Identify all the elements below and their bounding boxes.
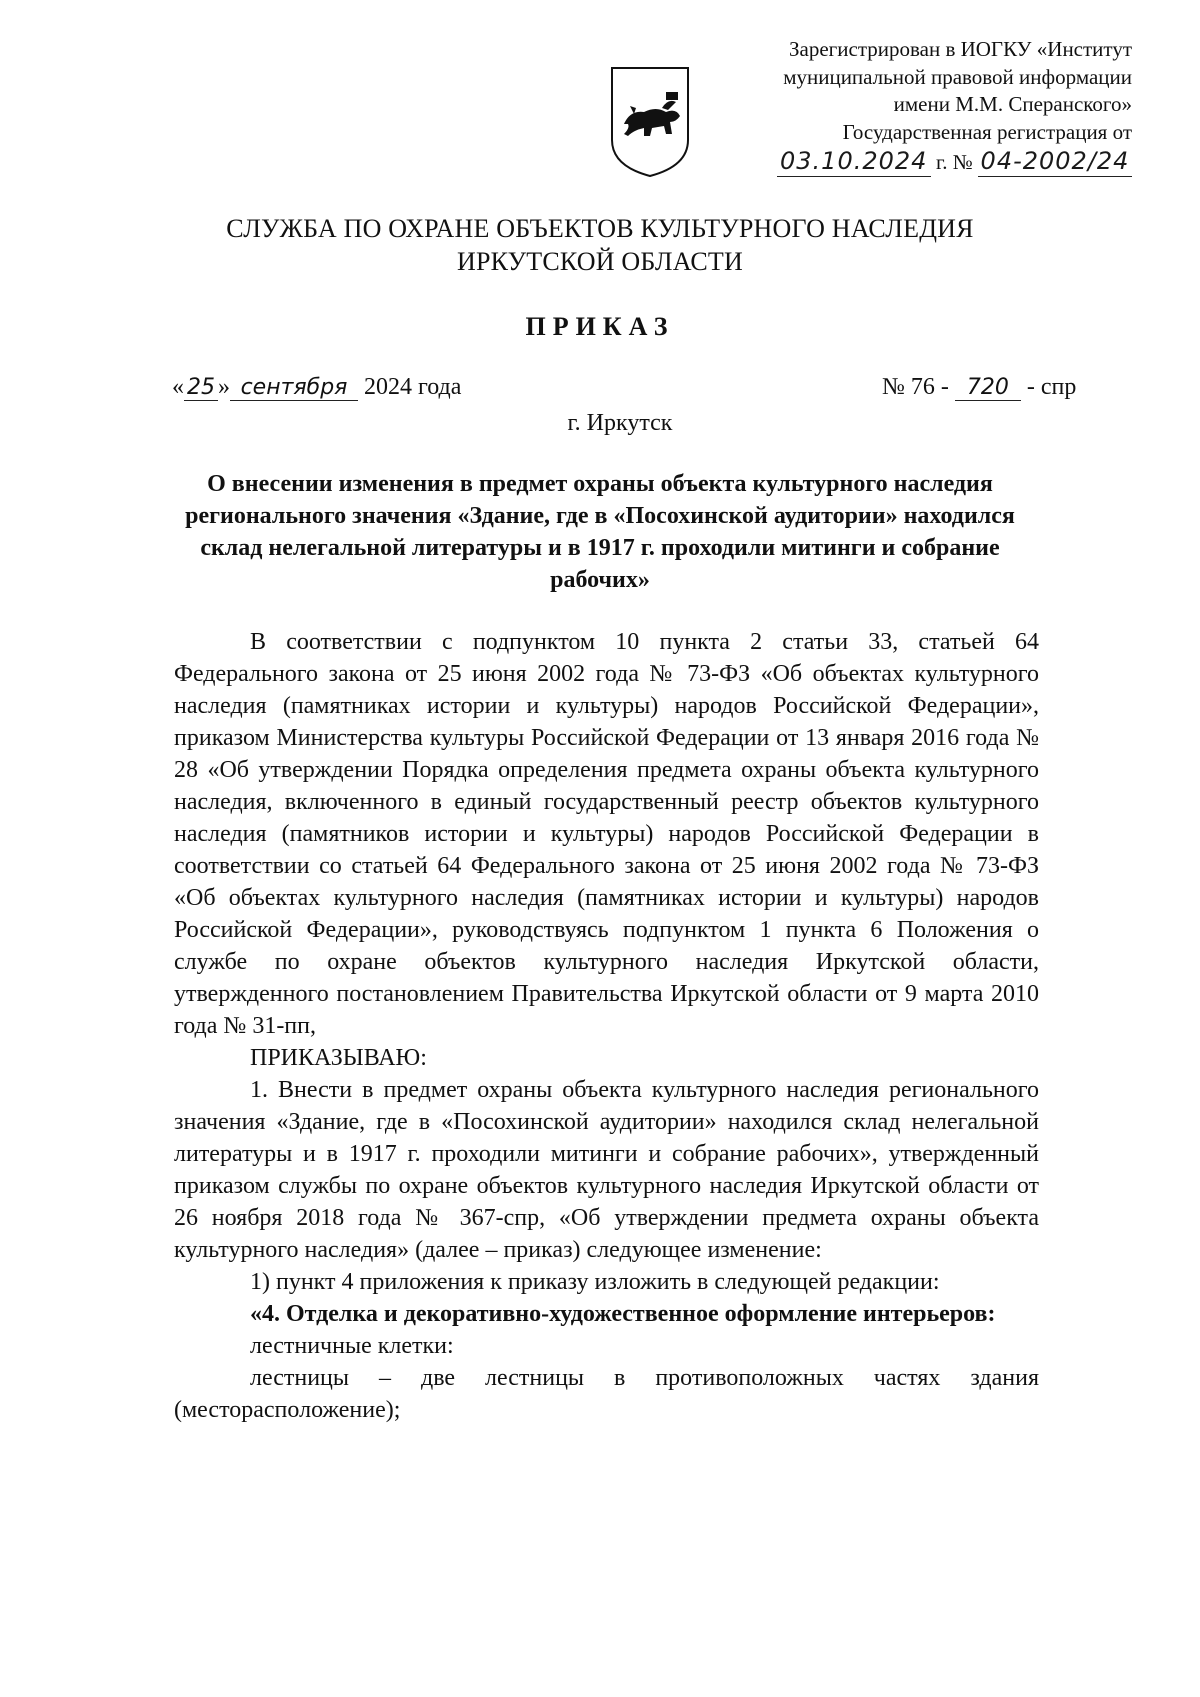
- registration-line-3: имени М.М. Сперанского»: [893, 92, 1132, 116]
- registration-line-2: муниципальной правовой информации: [783, 64, 1132, 89]
- stairwells-paragraph: лестничные клетки:: [250, 1333, 454, 1359]
- registration-stamp: [700, 36, 1132, 177]
- stairs-paragraph: лестницы – две лестницы в противоположных частях здания (месторасположение);: [174, 1365, 1039, 1423]
- organization-name: [0, 212, 1200, 278]
- order-date-year: 2024 года: [364, 374, 462, 400]
- organization-name-line-2: ИРКУТСКОЙ ОБЛАСТИ: [456, 247, 743, 276]
- irkutsk-coat-of-arms-icon: [606, 62, 694, 180]
- item-1-paragraph: 1. Внести в предмет охраны объекта культурного наследия регионального значения «Здание, где в «Посохинской аудитории» находился склад нелегальной литературы и в 1917 г. проходили митинги и собрание рабочих», утвержденный приказом службы по охране объектов культурного наследия Иркутской области от 26 ноября 2018 года № 367-спр, «Об утверждении предмета охраны объекта культурного наследия» (далее – приказ) следующее изменение:: [174, 1077, 1039, 1263]
- registration-date-handwritten: 03.10.2024: [777, 148, 931, 177]
- organization-name-line-1: СЛУЖБА ПО ОХРАНЕ ОБЪЕКТОВ КУЛЬТУРНОГО НАСЛЕДИЯ: [226, 214, 974, 243]
- order-title: ПРИКАЗ: [525, 312, 675, 341]
- order-word: ПРИКАЗЫВАЮ:: [250, 1045, 427, 1071]
- document-body: [174, 626, 1039, 1426]
- order-date-open-quote: «: [172, 374, 184, 400]
- order-number-suffix: - спр: [1026, 374, 1077, 400]
- order-number-handwritten: 720: [955, 375, 1021, 401]
- document-heading: О внесении изменения в предмет охраны объекта культурного наследия регионального значения «Здание, где в «Посохинской аудитории» находился склад нелегальной литературы и в 1917 г. проходили митинги и собрание рабочих»: [185, 471, 1015, 593]
- preamble-paragraph: В соответствии с подпунктом 10 пункта 2 статьи 33, статьей 64 Федерального закона от 25 июня 2002 года № 73-ФЗ «Об объектах культурного наследия (памятниках истории и культуры) народов Российской Федерации», приказом Министерства культуры Российской Федерации от 13 января 2016 года № 28 «Об утверждении Порядка определения предмета охраны объекта культурного наследия, включенного в единый государственный реестр объектов культурного наследия (памятников истории и культуры) народов Российской Федерации в соответствии со статьей 64 Федерального закона от 25 июня 2002 года № 73-ФЗ «Об объектах культурного наследия (памятниках истории и культуры) народов Российской Федерации», руководствуясь подпунктом 1 пункта 6 Положения о службе по охране объектов культурного наследия Иркутской области, утвержденного постановлением Правительства Иркутской области от 9 марта 2010 года № 31-пп,: [174, 629, 1039, 1039]
- order-number-prefix: № 76 -: [882, 374, 949, 400]
- order-number: [882, 374, 1076, 401]
- registration-line-1: Зарегистрирован в ИОГКУ «Институт: [788, 37, 1132, 61]
- order-date-day-handwritten: 25: [184, 375, 218, 401]
- subitem-1-paragraph: 1) пункт 4 приложения к приказу изложить в следующей редакции:: [250, 1269, 940, 1295]
- order-date-month-handwritten: сентября: [230, 375, 358, 401]
- registration-date-number-row: [700, 148, 1132, 177]
- order-date-close-quote: »: [218, 374, 230, 400]
- order-date: [172, 374, 461, 401]
- registration-number-label: г. №: [935, 150, 973, 174]
- registration-number-handwritten: 04-2002/24: [978, 148, 1132, 177]
- city: г. Иркутск: [567, 410, 673, 436]
- section-4-title: «4. Отделка и декоративно-художественное оформление интерьеров:: [250, 1301, 996, 1327]
- registration-line-4: Государственная регистрация от: [842, 119, 1132, 144]
